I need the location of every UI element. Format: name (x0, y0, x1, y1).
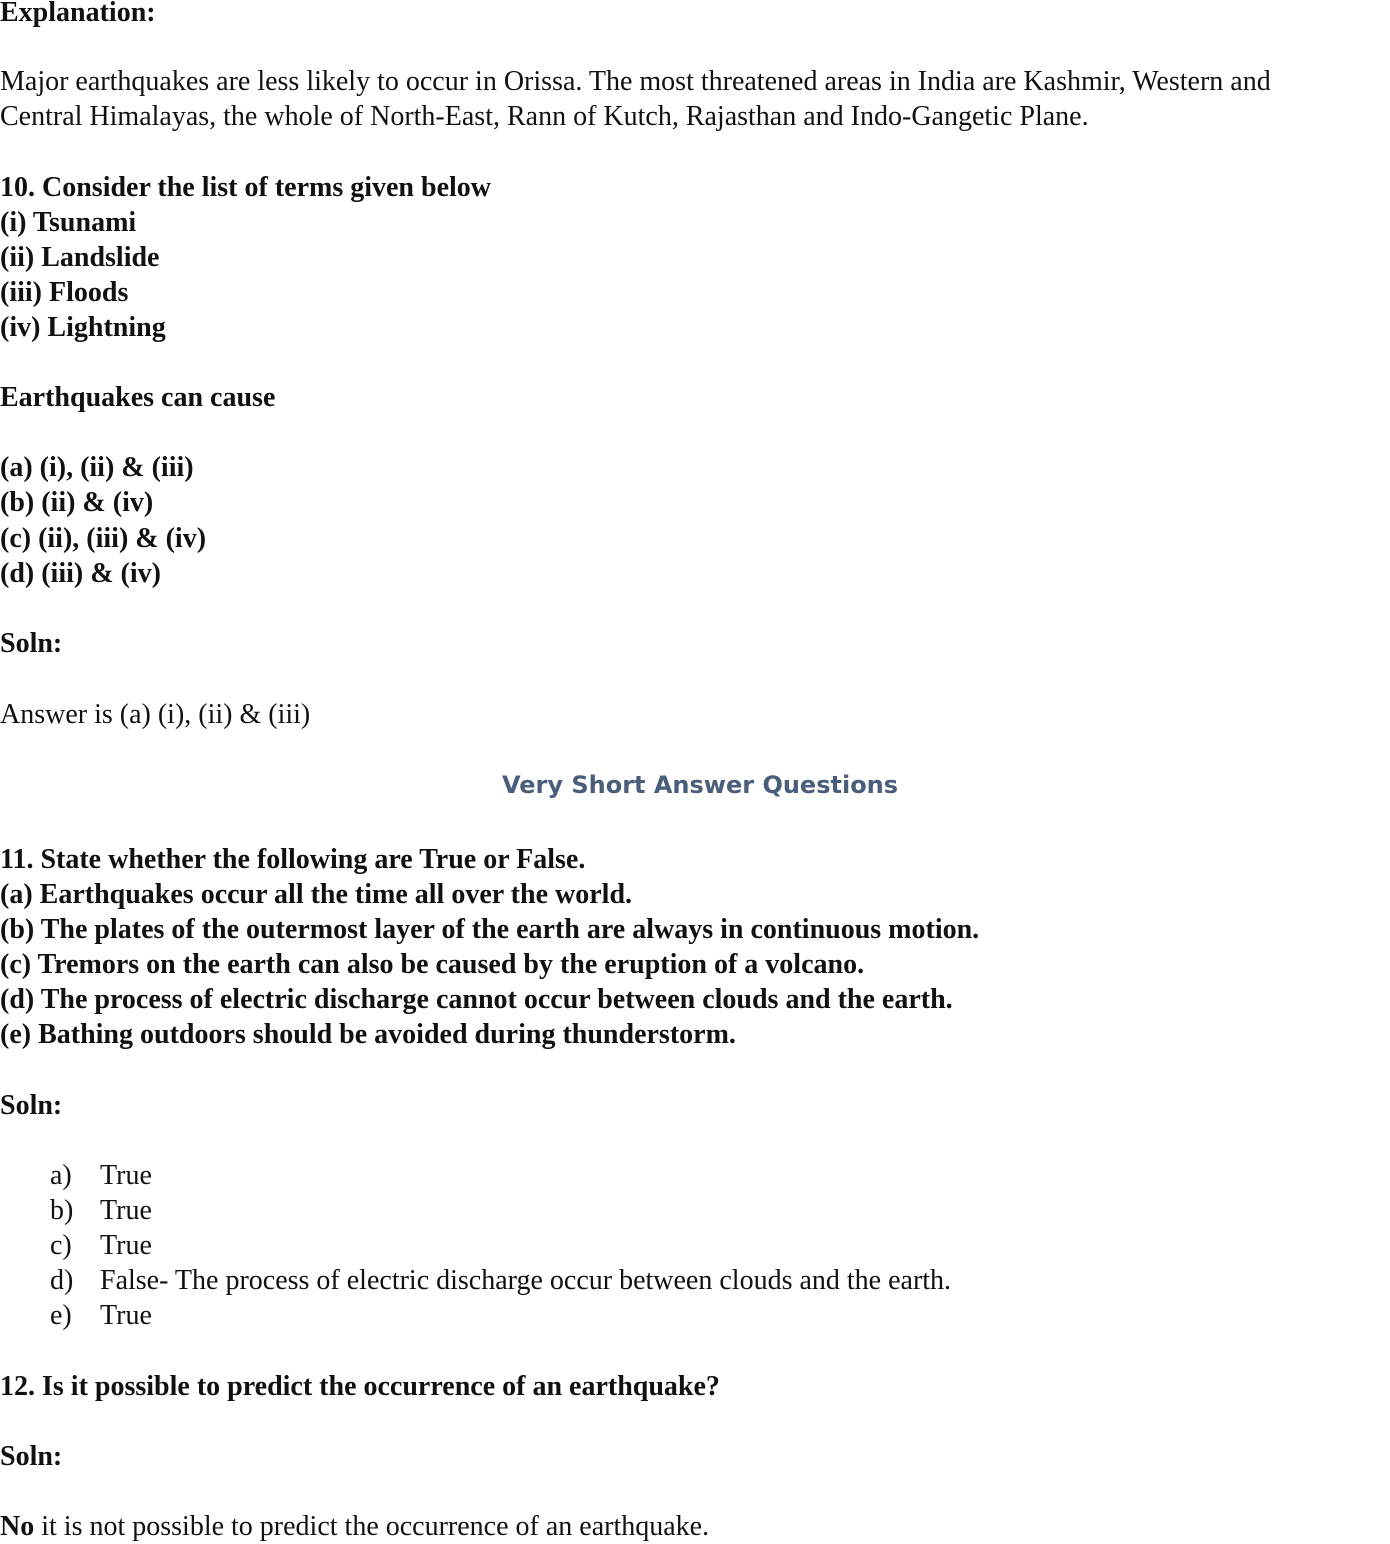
soln-label: Soln: (0, 1090, 63, 1121)
answer-item (50, 1263, 1250, 1298)
answer-marker: d) (50, 1265, 74, 1296)
answer-12 (0, 1509, 709, 1544)
option-item: (b) (ii) & (iv) (0, 487, 154, 518)
soln-label: Soln: (0, 628, 63, 659)
answer-item (50, 1228, 650, 1263)
term-item: (iv) Lightning (0, 312, 166, 343)
answer-marker: e) (50, 1300, 72, 1331)
question-12: 12. Is it possible to predict the occurrence of an earthquake? (0, 1371, 720, 1402)
option-item: (a) (i), (ii) & (iii) (0, 452, 194, 483)
term-item: (i) Tsunami (0, 207, 137, 238)
soln-label: Soln: (0, 1441, 63, 1472)
statement-item: (b) The plates of the outermost layer of the earth are always in continuous motion. (0, 914, 980, 945)
answer-text: True (100, 1300, 152, 1331)
answer-marker: b) (50, 1195, 74, 1226)
term-item: (iii) Floods (0, 277, 129, 308)
answer-item (50, 1193, 650, 1228)
option-item: (d) (iii) & (iv) (0, 558, 161, 589)
answer-item (50, 1298, 650, 1333)
section-heading: Very Short Answer Questions (501, 771, 899, 799)
statement-item: (c) Tremors on the earth can also be caused by the eruption of a volcano. (0, 949, 865, 980)
statement-item: (e) Bathing outdoors should be avoided during thunderstorm. (0, 1019, 736, 1050)
explanation-label: Explanation: (0, 0, 156, 28)
explanation-text-line1: Major earthquakes are less likely to occur in Orissa. The most threatened areas in India are Kashmir, Western and (0, 66, 1271, 97)
option-item: (c) (ii), (iii) & (iv) (0, 523, 207, 554)
question-10-prompt: Earthquakes can cause (0, 382, 276, 413)
answer-text: True (100, 1195, 152, 1226)
statement-item: (a) Earthquakes occur all the time all over the world. (0, 879, 633, 910)
answer-12-rest: it is not possible to predict the occurrence of an earthquake. (34, 1511, 710, 1542)
answer-item (50, 1158, 650, 1193)
answer-text: True (100, 1160, 152, 1191)
answer-text: False- The process of electric discharge occur between clouds and the earth. (100, 1265, 952, 1296)
answer-10: Answer is (a) (i), (ii) & (iii) (0, 699, 311, 730)
answer-marker: a) (50, 1160, 72, 1191)
answer-12-bold: No (0, 1511, 35, 1542)
answer-text: True (100, 1230, 152, 1261)
explanation-text-line2: Central Himalayas, the whole of North-East, Rann of Kutch, Rajasthan and Indo-Gangetic Plane. (0, 101, 1089, 132)
question-11: 11. State whether the following are True or False. (0, 844, 586, 875)
answer-marker: c) (50, 1230, 72, 1261)
term-item: (ii) Landslide (0, 242, 160, 273)
statement-item: (d) The process of electric discharge cannot occur between clouds and the earth. (0, 984, 953, 1015)
question-10: 10. Consider the list of terms given below (0, 172, 491, 203)
